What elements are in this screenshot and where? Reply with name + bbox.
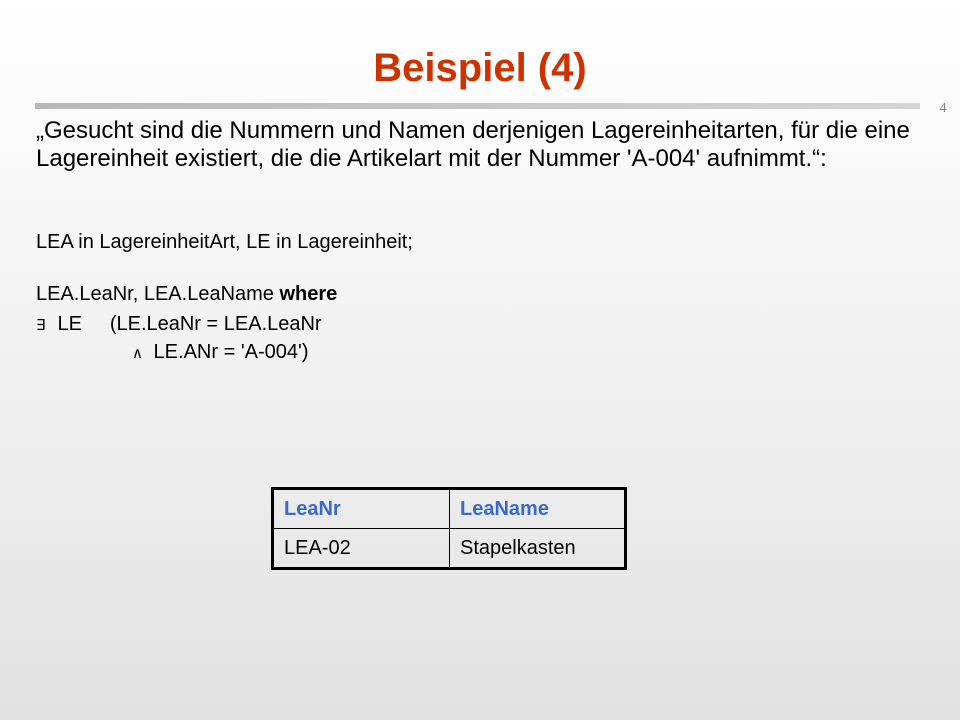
and-symbol: ∧: [132, 344, 143, 362]
page-number: 4: [939, 101, 947, 116]
result-table: [271, 487, 627, 570]
title-divider: [35, 103, 920, 109]
query-select-fields: LEA.LeaNr, LEA.LeaName: [36, 283, 280, 305]
query-select-line: [36, 282, 337, 306]
column-header-leaname: LeaName: [450, 489, 626, 529]
query-and-line: [36, 340, 308, 365]
query-condition-1: (LE.LeaNr = LEA.LeaNr: [82, 313, 322, 335]
slide-title: Beispiel (4): [373, 46, 587, 90]
where-keyword: where: [279, 283, 338, 305]
table-header-row: [273, 489, 626, 529]
query-condition-2: LE.ANr = 'A-004'): [148, 341, 309, 363]
column-header-leanr: LeaNr: [273, 489, 450, 529]
question-text: „Gesucht sind die Nummern und Namen derjenigen Lagereinheitarten, für die eine Lagereinheit existiert, die die Artikelart mit der Nummer 'A-004' aufnimmt.“:: [36, 117, 910, 172]
table-cell-leanr: LEA-02: [273, 529, 450, 569]
exists-variable: LE: [52, 313, 83, 335]
query-declaration: LEA in LagereinheitArt, LE in Lagereinheit;: [36, 231, 413, 253]
query-exists-line: [36, 312, 322, 337]
exists-symbol: ∃: [36, 316, 46, 334]
table-cell-leaname: Stapelkasten: [450, 529, 626, 569]
table-row: [273, 529, 626, 569]
